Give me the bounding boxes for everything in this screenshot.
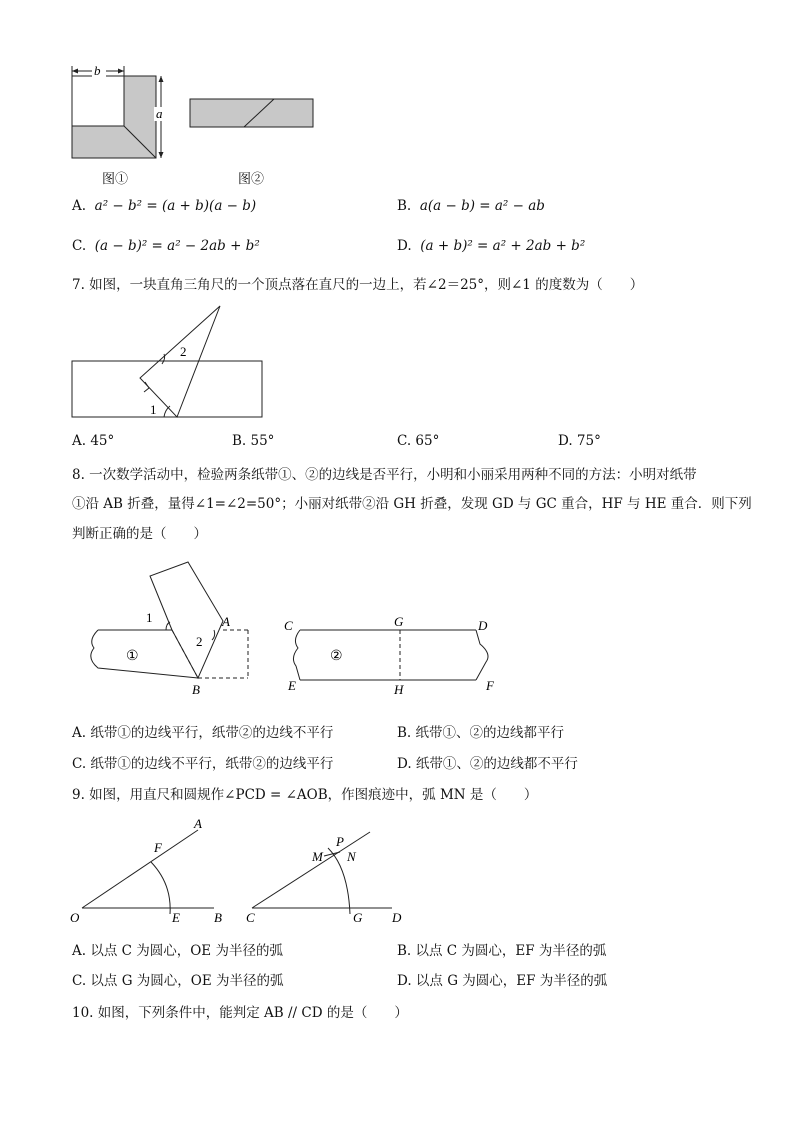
q8-point-c-label: C — [284, 618, 293, 633]
q9-point-p-label: P — [336, 834, 344, 849]
q9-point-a-label: A — [194, 816, 202, 831]
q9-option-d[interactable]: D. 以点 G 为圆心，EF 为半径的弧 — [397, 973, 608, 989]
q8-option-d[interactable]: D. 纸带①、②的边线都不平行 — [397, 756, 578, 772]
q9-stem: 9. 如图，用直尺和圆规作∠PCD = ∠AOB，作图痕迹中，弧 MN 是（ ） — [72, 787, 538, 803]
q8-stem-line3: 判断正确的是（ ） — [72, 526, 207, 542]
q9-figure-angle-aob — [64, 812, 244, 928]
q8-stem-line2: ①沿 AB 折叠，量得∠1=∠2=50°；小丽对纸带②沿 GH 折叠，发现 GD 与 GC 重合，HF 与 HE 重合．则下列 — [72, 496, 752, 512]
figure-1-square — [72, 63, 168, 158]
q8-option-a[interactable]: A. 纸带①的边线平行，纸带②的边线不平行 — [72, 725, 334, 741]
q8-strip-2-label: ② — [330, 649, 343, 664]
q9-option-b[interactable]: B. 以点 C 为圆心，EF 为半径的弧 — [397, 943, 607, 959]
angle-1-label: 1 — [150, 402, 157, 417]
q8-point-g-label: G — [394, 614, 404, 629]
figure-2-rectangle — [190, 99, 313, 127]
q8-strip-1-label: ① — [126, 649, 139, 664]
q8-angle-1-label: 1 — [146, 610, 153, 625]
q6-option-d[interactable]: D. (a + b)² = a² + 2ab + b² — [397, 238, 586, 254]
q9-option-c[interactable]: C. 以点 G 为圆心，OE 为半径的弧 — [72, 973, 284, 989]
q7-figure — [64, 300, 284, 424]
q7-option-a[interactable]: A. 45° — [72, 433, 115, 449]
q9-point-c-label: C — [246, 910, 255, 925]
q7-option-d[interactable]: D. 75° — [558, 433, 601, 449]
q8-option-c[interactable]: C. 纸带①的边线不平行，纸带②的边线平行 — [72, 756, 334, 772]
q9-point-m-label: M — [312, 849, 323, 864]
label-a: a — [156, 106, 163, 121]
q7-option-b[interactable]: B. 55° — [232, 433, 275, 449]
q8-point-d-label: D — [478, 618, 488, 633]
q9-figure-angle-pcd — [240, 822, 420, 928]
q9-option-a[interactable]: A. 以点 C 为圆心，OE 为半径的弧 — [72, 943, 283, 959]
q8-point-f-label: F — [486, 678, 494, 693]
q8-option-b[interactable]: B. 纸带①、②的边线都平行 — [397, 725, 565, 741]
q9-point-e-label: E — [172, 910, 180, 925]
caption-figure-1: 图① — [102, 172, 129, 187]
q8-figure-strip-1 — [76, 558, 256, 700]
q8-point-e-label: E — [288, 678, 296, 693]
angle-2-label: 2 — [180, 344, 187, 359]
q9-point-n-label: N — [347, 849, 356, 864]
q7-option-c[interactable]: C. 65° — [397, 433, 440, 449]
q7-stem: 7. 如图，一块直角三角尺的一个顶点落在直尺的一边上，若∠2＝25°，则∠1 的度数为（ ） — [72, 277, 644, 293]
q9-point-o-label: O — [70, 910, 80, 925]
caption-figure-2: 图② — [238, 172, 265, 187]
q10-stem: 10. 如图，下列条件中，能判定 AB // CD 的是（ ） — [72, 1005, 408, 1021]
q8-point-b-label: B — [192, 682, 200, 697]
q8-angle-2-label: 2 — [196, 634, 203, 649]
q9-point-b-label: B — [214, 910, 222, 925]
q6-option-b[interactable]: B. a(a − b) = a² − ab — [397, 198, 545, 214]
q8-point-h-label: H — [394, 682, 404, 697]
q6-option-a[interactable]: A. a² − b² = (a + b)(a − b) — [72, 198, 257, 214]
q8-point-a-label: A — [222, 614, 230, 629]
q9-point-f-label: F — [154, 840, 162, 855]
q8-stem-line1: 8. 一次数学活动中，检验两条纸带①、②的边线是否平行，小明和小丽采用两种不同的方法：小明对纸带 — [72, 467, 697, 483]
q8-figure-strip-2 — [282, 610, 504, 700]
q9-point-g-label: G — [353, 910, 363, 925]
label-b: b — [94, 63, 101, 78]
q6-option-c[interactable]: C. (a − b)² = a² − 2ab + b² — [72, 238, 260, 254]
q9-point-d-label: D — [392, 910, 402, 925]
